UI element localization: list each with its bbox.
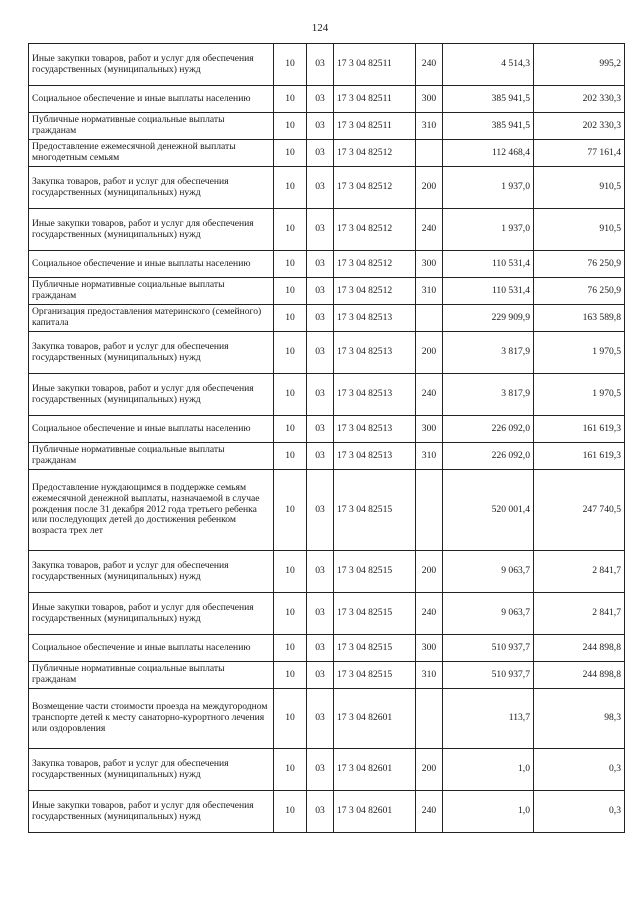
row-name: Иные закупки товаров, работ и услуг для обеспечения государственных (муниципальных) нужд — [29, 209, 274, 251]
row-sum-2: 910,5 — [534, 209, 625, 251]
row-subsection: 03 — [307, 551, 334, 593]
row-sum-1: 510 937,7 — [443, 662, 534, 689]
row-code: 17 3 04 82513 — [334, 305, 416, 332]
row-sum-2: 0,3 — [534, 749, 625, 791]
row-code: 17 3 04 82512 — [334, 140, 416, 167]
row-code: 17 3 04 82513 — [334, 443, 416, 470]
row-sum-2: 202 330,3 — [534, 113, 625, 140]
table-row — [29, 662, 625, 689]
page-number: 124 — [311, 22, 329, 34]
row-name: Социальное обеспечение и иные выплаты населению — [29, 416, 274, 443]
row-section: 10 — [274, 593, 307, 635]
row-name: Иные закупки товаров, работ и услуг для обеспечения государственных (муниципальных) нужд — [29, 44, 274, 86]
row-sum-1: 112 468,4 — [443, 140, 534, 167]
row-sum-1: 385 941,5 — [443, 113, 534, 140]
table-row — [29, 470, 625, 551]
table-row — [29, 305, 625, 332]
row-sum-1: 385 941,5 — [443, 86, 534, 113]
row-type: 200 — [416, 551, 443, 593]
row-code: 17 3 04 82515 — [334, 662, 416, 689]
row-code: 17 3 04 82515 — [334, 635, 416, 662]
row-code: 17 3 04 82511 — [334, 44, 416, 86]
row-section: 10 — [274, 374, 307, 416]
row-sum-2: 77 161,4 — [534, 140, 625, 167]
row-sum-2: 244 898,8 — [534, 635, 625, 662]
row-type: 240 — [416, 791, 443, 833]
row-sum-1: 1 937,0 — [443, 167, 534, 209]
row-type: 300 — [416, 635, 443, 662]
row-subsection: 03 — [307, 791, 334, 833]
row-name: Закупка товаров, работ и услуг для обеспечения государственных (муниципальных) нужд — [29, 749, 274, 791]
table-row — [29, 374, 625, 416]
row-type: 310 — [416, 662, 443, 689]
row-sum-1: 226 092,0 — [443, 443, 534, 470]
row-subsection: 03 — [307, 113, 334, 140]
row-section: 10 — [274, 209, 307, 251]
row-code: 17 3 04 82513 — [334, 332, 416, 374]
row-subsection: 03 — [307, 251, 334, 278]
table-row — [29, 635, 625, 662]
row-sum-2: 0,3 — [534, 791, 625, 833]
row-code: 17 3 04 82512 — [334, 251, 416, 278]
row-subsection: 03 — [307, 374, 334, 416]
row-subsection: 03 — [307, 332, 334, 374]
row-type: 200 — [416, 332, 443, 374]
row-code: 17 3 04 82601 — [334, 689, 416, 749]
table-row — [29, 689, 625, 749]
row-subsection: 03 — [307, 278, 334, 305]
row-subsection: 03 — [307, 167, 334, 209]
row-code: 17 3 04 82511 — [334, 113, 416, 140]
row-sum-1: 1,0 — [443, 749, 534, 791]
row-section: 10 — [274, 470, 307, 551]
row-name: Социальное обеспечение и иные выплаты населению — [29, 86, 274, 113]
row-sum-1: 9 063,7 — [443, 593, 534, 635]
row-section: 10 — [274, 416, 307, 443]
row-sum-1: 113,7 — [443, 689, 534, 749]
table-row — [29, 209, 625, 251]
row-code: 17 3 04 82512 — [334, 278, 416, 305]
row-section: 10 — [274, 251, 307, 278]
row-sum-2: 2 841,7 — [534, 593, 625, 635]
budget-table — [28, 43, 625, 833]
row-sum-2: 1 970,5 — [534, 332, 625, 374]
row-name: Публичные нормативные социальные выплаты гражданам — [29, 443, 274, 470]
row-type — [416, 470, 443, 551]
row-name: Закупка товаров, работ и услуг для обеспечения государственных (муниципальных) нужд — [29, 167, 274, 209]
row-subsection: 03 — [307, 305, 334, 332]
row-code: 17 3 04 82512 — [334, 209, 416, 251]
row-sum-2: 163 589,8 — [534, 305, 625, 332]
row-subsection: 03 — [307, 44, 334, 86]
row-subsection: 03 — [307, 443, 334, 470]
row-subsection: 03 — [307, 140, 334, 167]
row-sum-2: 98,3 — [534, 689, 625, 749]
row-name: Предоставление нуждающимся в поддержке семьям ежемесячной денежной выплаты, назначаемой в случае рождения после 31 декабря 2012 года третьего ребенка или последующих детей до достижения ребенком возраста трех лет — [29, 470, 274, 551]
row-sum-1: 9 063,7 — [443, 551, 534, 593]
row-code: 17 3 04 82511 — [334, 86, 416, 113]
table-row — [29, 749, 625, 791]
row-name: Закупка товаров, работ и услуг для обеспечения государственных (муниципальных) нужд — [29, 551, 274, 593]
row-type: 300 — [416, 416, 443, 443]
row-section: 10 — [274, 140, 307, 167]
row-section: 10 — [274, 689, 307, 749]
row-type — [416, 689, 443, 749]
row-code: 17 3 04 82601 — [334, 749, 416, 791]
row-sum-1: 510 937,7 — [443, 635, 534, 662]
row-sum-2: 161 619,3 — [534, 416, 625, 443]
row-type: 310 — [416, 443, 443, 470]
table-row — [29, 44, 625, 86]
row-code: 17 3 04 82515 — [334, 593, 416, 635]
row-sum-1: 3 817,9 — [443, 332, 534, 374]
row-type — [416, 305, 443, 332]
table-row — [29, 140, 625, 167]
row-subsection: 03 — [307, 749, 334, 791]
row-sum-1: 110 531,4 — [443, 278, 534, 305]
row-sum-2: 244 898,8 — [534, 662, 625, 689]
row-sum-1: 226 092,0 — [443, 416, 534, 443]
row-code: 17 3 04 82515 — [334, 551, 416, 593]
row-code: 17 3 04 82601 — [334, 791, 416, 833]
row-section: 10 — [274, 635, 307, 662]
row-section: 10 — [274, 443, 307, 470]
table-row — [29, 167, 625, 209]
row-type: 240 — [416, 374, 443, 416]
row-section: 10 — [274, 305, 307, 332]
row-type: 310 — [416, 278, 443, 305]
row-section: 10 — [274, 332, 307, 374]
row-name: Публичные нормативные социальные выплаты гражданам — [29, 113, 274, 140]
row-subsection: 03 — [307, 209, 334, 251]
row-subsection: 03 — [307, 416, 334, 443]
row-name: Возмещение части стоимости проезда на междугородном транспорте детей к месту санаторно-курортного лечения или оздоровления — [29, 689, 274, 749]
row-subsection: 03 — [307, 635, 334, 662]
table-row — [29, 278, 625, 305]
row-name: Иные закупки товаров, работ и услуг для обеспечения государственных (муниципальных) нужд — [29, 374, 274, 416]
row-name: Иные закупки товаров, работ и услуг для обеспечения государственных (муниципальных) нужд — [29, 791, 274, 833]
row-type: 240 — [416, 44, 443, 86]
row-sum-1: 1 937,0 — [443, 209, 534, 251]
row-type: 240 — [416, 593, 443, 635]
row-section: 10 — [274, 662, 307, 689]
row-type: 240 — [416, 209, 443, 251]
row-section: 10 — [274, 278, 307, 305]
row-sum-2: 161 619,3 — [534, 443, 625, 470]
row-sum-1: 4 514,3 — [443, 44, 534, 86]
row-sum-2: 1 970,5 — [534, 374, 625, 416]
row-section: 10 — [274, 44, 307, 86]
row-name: Предоставление ежемесячной денежной выплаты многодетным семьям — [29, 140, 274, 167]
row-sum-2: 2 841,7 — [534, 551, 625, 593]
table-row — [29, 113, 625, 140]
row-sum-2: 247 740,5 — [534, 470, 625, 551]
row-subsection: 03 — [307, 593, 334, 635]
table-row — [29, 251, 625, 278]
row-code: 17 3 04 82513 — [334, 416, 416, 443]
row-name: Социальное обеспечение и иные выплаты населению — [29, 635, 274, 662]
row-subsection: 03 — [307, 689, 334, 749]
table-row — [29, 332, 625, 374]
row-name: Публичные нормативные социальные выплаты гражданам — [29, 662, 274, 689]
row-sum-1: 3 817,9 — [443, 374, 534, 416]
row-name: Социальное обеспечение и иные выплаты населению — [29, 251, 274, 278]
table-row — [29, 416, 625, 443]
row-subsection: 03 — [307, 86, 334, 113]
table-row — [29, 86, 625, 113]
row-sum-2: 76 250,9 — [534, 251, 625, 278]
row-section: 10 — [274, 167, 307, 209]
row-name: Организация предоставления материнского (семейного) капитала — [29, 305, 274, 332]
row-section: 10 — [274, 113, 307, 140]
row-sum-2: 202 330,3 — [534, 86, 625, 113]
row-sum-2: 76 250,9 — [534, 278, 625, 305]
row-sum-1: 229 909,9 — [443, 305, 534, 332]
row-sum-2: 995,2 — [534, 44, 625, 86]
row-type: 300 — [416, 86, 443, 113]
row-type: 310 — [416, 113, 443, 140]
row-section: 10 — [274, 86, 307, 113]
row-name: Публичные нормативные социальные выплаты гражданам — [29, 278, 274, 305]
row-name: Закупка товаров, работ и услуг для обеспечения государственных (муниципальных) нужд — [29, 332, 274, 374]
row-section: 10 — [274, 749, 307, 791]
row-code: 17 3 04 82512 — [334, 167, 416, 209]
row-type — [416, 140, 443, 167]
row-section: 10 — [274, 791, 307, 833]
row-subsection: 03 — [307, 662, 334, 689]
table-row — [29, 443, 625, 470]
row-code: 17 3 04 82515 — [334, 470, 416, 551]
row-sum-1: 110 531,4 — [443, 251, 534, 278]
table-row — [29, 791, 625, 833]
row-type: 200 — [416, 749, 443, 791]
row-code: 17 3 04 82513 — [334, 374, 416, 416]
row-sum-1: 520 001,4 — [443, 470, 534, 551]
row-sum-2: 910,5 — [534, 167, 625, 209]
row-type: 300 — [416, 251, 443, 278]
row-subsection: 03 — [307, 470, 334, 551]
table-row — [29, 551, 625, 593]
row-sum-1: 1,0 — [443, 791, 534, 833]
table-row — [29, 593, 625, 635]
row-section: 10 — [274, 551, 307, 593]
row-name: Иные закупки товаров, работ и услуг для обеспечения государственных (муниципальных) нужд — [29, 593, 274, 635]
row-type: 200 — [416, 167, 443, 209]
